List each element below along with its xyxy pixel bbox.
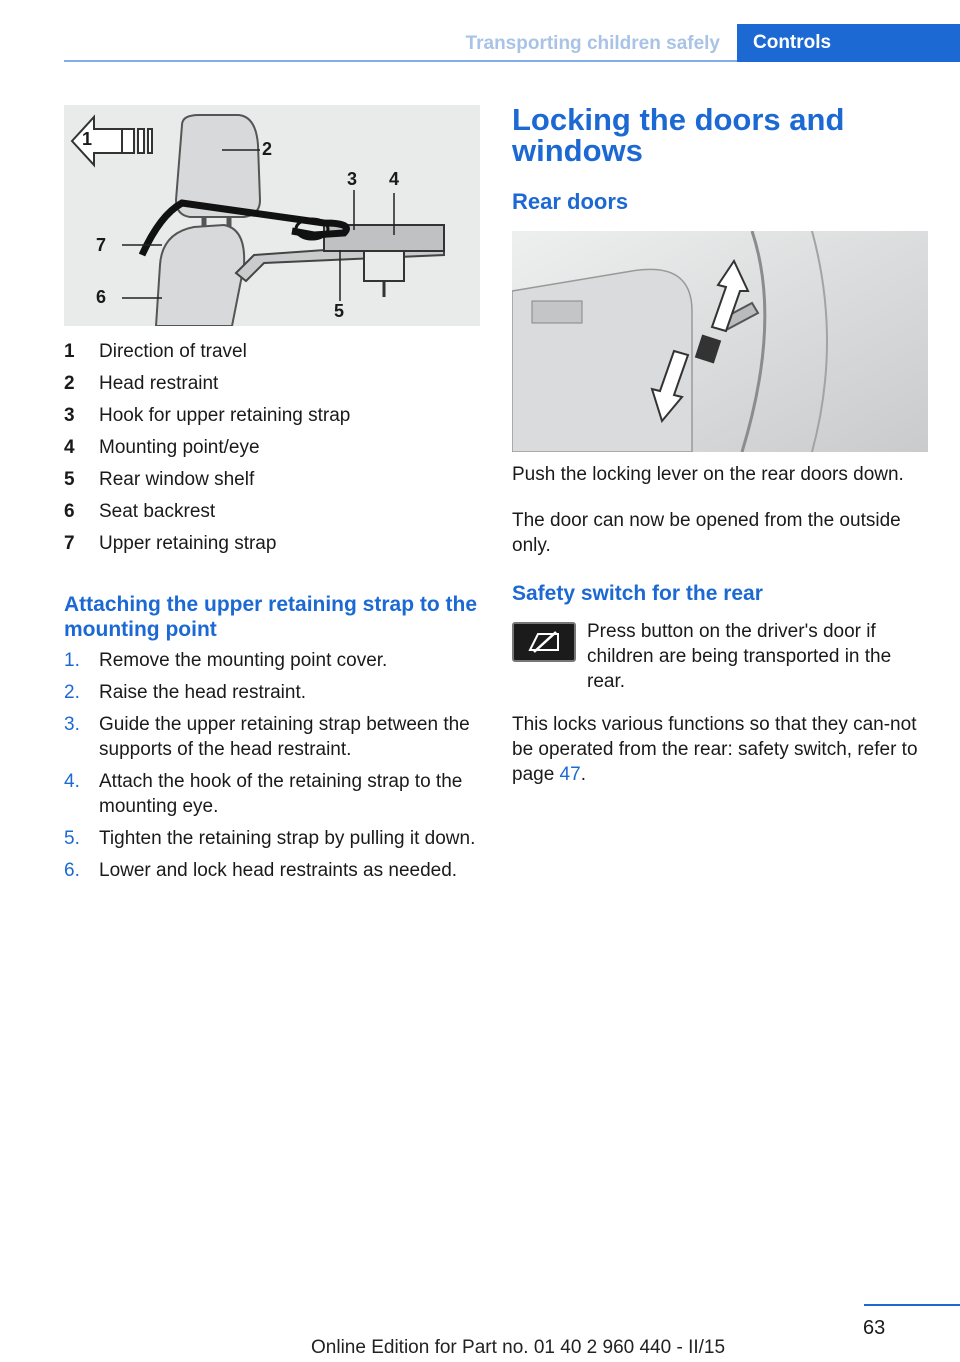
callout-7: 7 [96, 235, 107, 255]
step-number: 3. [64, 714, 80, 735]
step-text: Remove the mounting point cover. [99, 650, 388, 671]
step-item [64, 680, 484, 705]
callout-2: 2 [262, 139, 273, 159]
safety-switch-paragraph-1: Press button on the driver's door if children are being transported in the rear. [587, 621, 892, 692]
legend-item [64, 528, 480, 560]
step-number: 6. [64, 860, 80, 881]
subheading-safety-switch: Safety switch for the rear [512, 582, 763, 605]
legend-text: Upper retaining strap [99, 533, 277, 554]
callout-4: 4 [389, 169, 400, 189]
legend-text: Hook for upper retaining strap [99, 405, 351, 426]
legend-text: Rear window shelf [99, 469, 255, 490]
step-text: Attach the hook of the retaining strap to the mounting eye. [99, 771, 463, 817]
step-number: 1. [64, 650, 80, 671]
callout-3: 3 [347, 169, 358, 189]
legend-number: 1 [64, 341, 75, 362]
legend-number: 6 [64, 501, 75, 522]
section-heading-attach: Attaching the upper retaining strap to the mounting point [64, 593, 478, 641]
rear-door-illustration [512, 231, 928, 452]
edition-note: Online Edition for Part no. 01 40 2 960 440 - II/15 [311, 1337, 726, 1358]
step-number: 4. [64, 771, 80, 792]
legend-item [64, 432, 480, 464]
figure-legend [64, 336, 480, 560]
section-heading-locking: Locking the doors and windows [512, 102, 845, 168]
step-text: Guide the upper retaining strap between the supports of the head restraint. [99, 714, 470, 760]
callout-1: 1 [82, 129, 93, 149]
callout-6: 6 [96, 287, 107, 307]
subheading-rear-doors: Rear doors [512, 189, 629, 214]
attach-steps-list [64, 648, 484, 890]
rear-doors-paragraph-1: Push the locking lever on the rear doors down. [512, 464, 904, 485]
step-text: Lower and lock head restraints as needed. [99, 860, 458, 881]
step-text: Raise the head restraint. [99, 682, 307, 703]
step-text: Tighten the retaining strap by pulling it down. [99, 828, 476, 849]
step-number: 5. [64, 828, 80, 849]
step-item [64, 769, 484, 819]
footer-rule [864, 1304, 960, 1306]
legend-item [64, 464, 480, 496]
legend-item [64, 336, 480, 368]
legend-text: Seat backrest [99, 501, 216, 522]
legend-number: 7 [64, 533, 75, 554]
legend-text: Mounting point/eye [99, 437, 260, 458]
backrest-shape [156, 225, 244, 326]
step-number: 2. [64, 682, 80, 703]
legend-item [64, 368, 480, 400]
page-reference-link[interactable]: 47 [559, 764, 581, 785]
step-item [64, 648, 484, 673]
safety-switch-icon [512, 622, 576, 662]
legend-number: 2 [64, 373, 75, 394]
legend-number: 4 [64, 437, 75, 458]
step-item [64, 826, 484, 851]
head-restraint-strap-figure [64, 105, 480, 326]
legend-item [64, 496, 480, 528]
legend-text: Direction of travel [99, 341, 247, 362]
safety-switch-paragraph-2 [512, 712, 932, 787]
legend-number: 3 [64, 405, 75, 426]
sentence-end: . [580, 764, 586, 785]
running-header-chapter: Controls [737, 24, 960, 62]
rear-door-lock-figure [512, 231, 928, 452]
callout-5: 5 [334, 301, 345, 321]
step-item [64, 858, 484, 883]
legend-text: Head restraint [99, 373, 219, 394]
header-rule [64, 60, 960, 62]
running-header-section: Transporting children safely [465, 33, 720, 54]
rear-doors-paragraph-2: The door can now be opened from the outside only. [512, 510, 901, 556]
safety-switch-text: This locks various functions so that they can‐not be operated from the rear: safety switch, refer to page [512, 714, 918, 785]
step-item [64, 712, 484, 762]
legend-item [64, 400, 480, 432]
page-number: 63 [863, 1317, 886, 1339]
legend-number: 5 [64, 469, 75, 490]
